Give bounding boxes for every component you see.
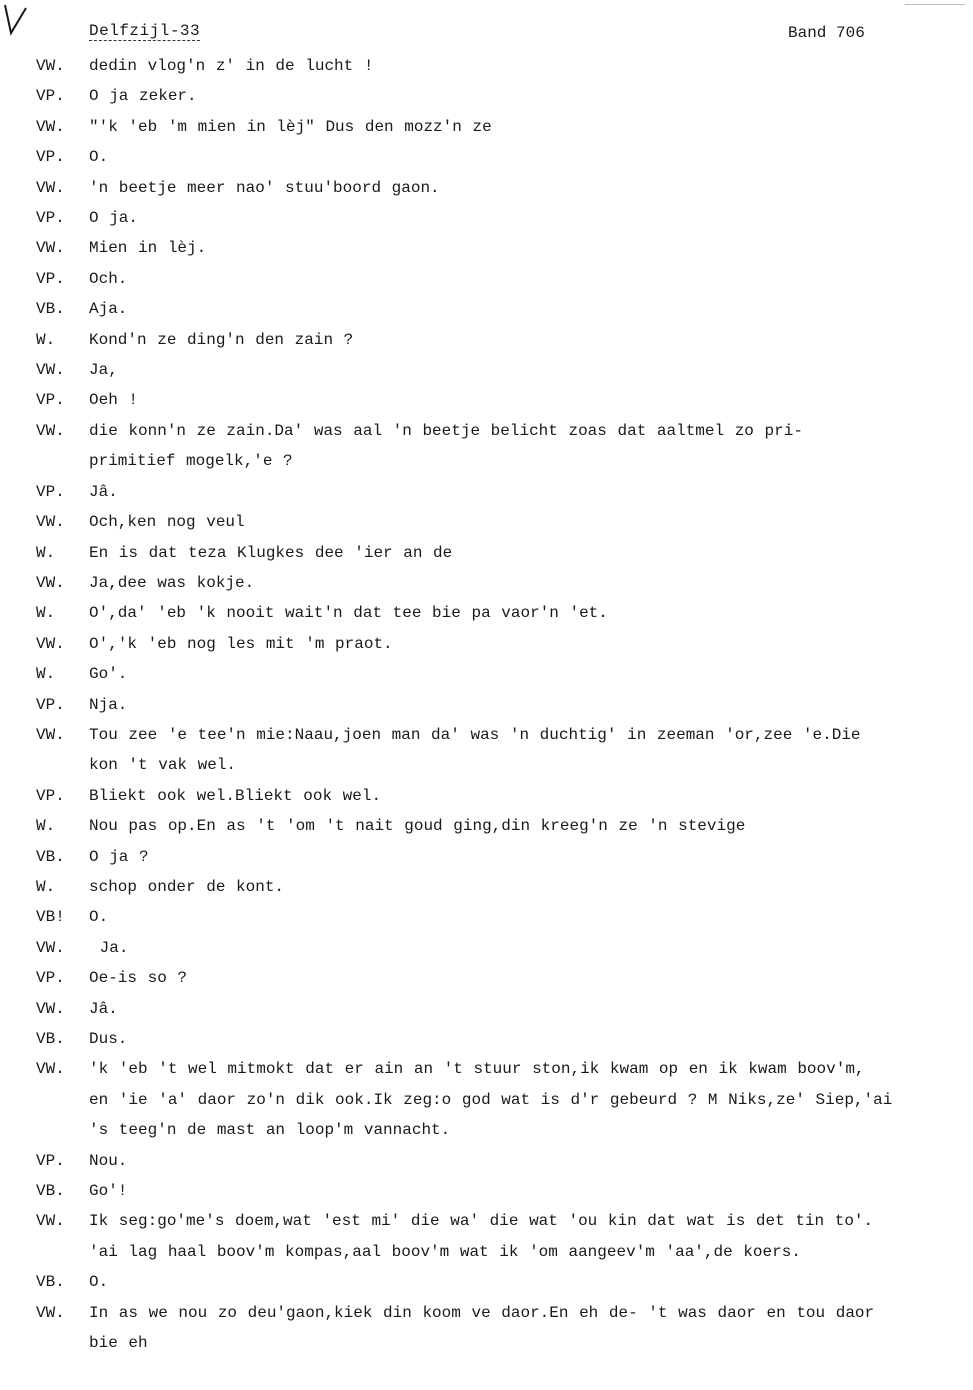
transcript-line — [0, 416, 973, 446]
speaker-label: VB. — [36, 1182, 65, 1201]
transcript-line — [0, 1115, 973, 1145]
utterance-text: Nja. — [89, 695, 128, 714]
speaker-label: VB. — [36, 847, 65, 866]
speaker-label: VW. — [36, 1303, 65, 1322]
transcript-line — [0, 781, 973, 811]
transcript-line — [0, 1328, 973, 1358]
speaker-label: W. — [36, 665, 56, 684]
utterance-text: Ja,dee was kokje. — [89, 573, 255, 592]
utterance-text: Aja. — [89, 300, 128, 319]
speaker-label: VW. — [36, 117, 65, 136]
transcript-line — [0, 203, 973, 233]
transcript-line — [0, 994, 973, 1024]
transcript-line — [0, 720, 973, 750]
transcript-line — [0, 1176, 973, 1206]
utterance-text: Go'. — [89, 665, 128, 684]
utterance-text: Och,ken nog veul — [89, 513, 245, 532]
utterance-text: Jâ. — [89, 482, 118, 501]
speaker-label: VB! — [36, 908, 65, 927]
speaker-label: VP. — [36, 786, 65, 805]
speaker-label: VW. — [36, 421, 65, 440]
transcript-line — [0, 81, 973, 111]
speaker-label: VB. — [36, 1273, 65, 1292]
utterance-text: O. — [89, 1273, 109, 1292]
speaker-label: VP. — [36, 148, 65, 167]
utterance-text: Tou zee 'e tee'n mie:Naau,joen man da' was 'n duchtig' in zeeman 'or,zee 'e.Die — [89, 725, 861, 744]
utterance-text: 's teeg'n de mast an loop'm vannacht. — [89, 1121, 451, 1140]
speaker-label: VW. — [36, 725, 65, 744]
transcript-line — [0, 355, 973, 385]
utterance-text: kon 't vak wel. — [89, 756, 237, 775]
speaker-label — [0, 446, 89, 476]
utterance-text: Mien in lèj. — [89, 239, 207, 258]
utterance-text: "'k 'eb 'm mien in lèj" Dus den mozz'n ze — [89, 117, 492, 136]
transcript-line — [0, 1146, 973, 1176]
speaker-label: VP. — [36, 1151, 65, 1170]
transcript-line — [0, 385, 973, 415]
speaker-label: VP. — [36, 87, 65, 106]
utterance-text: Nou. — [89, 1151, 128, 1170]
utterance-text: dedin vlog'n z' in de lucht ! — [89, 57, 374, 75]
speaker-label — [0, 750, 89, 780]
transcript-line — [0, 598, 973, 628]
speaker-label: VW. — [36, 1212, 65, 1231]
transcript-line — [0, 325, 973, 355]
transcript-line — [0, 842, 973, 872]
speaker-label: VP. — [36, 695, 65, 714]
transcript-line — [0, 233, 973, 263]
page-title — [89, 22, 200, 40]
utterance-text: Bliekt ook wel.Bliekt ook wel. — [89, 786, 382, 805]
utterance-text: 'k 'eb 't wel mitmokt dat er ain an 't stuur ston,ik kwam op en ik kwam boov'm, — [89, 1060, 865, 1079]
transcript-line — [0, 1206, 973, 1236]
speaker-label: VW. — [36, 573, 65, 592]
speaker-label: VP. — [36, 969, 65, 988]
speaker-label: VB. — [36, 300, 65, 319]
utterance-text: In as we nou zo deu'gaon,kiek din koom ve daor.En eh de- 't was daor en tou daor — [89, 1303, 875, 1322]
transcript-line — [0, 902, 973, 932]
transcript-line — [0, 51, 973, 81]
transcript-line — [0, 142, 973, 172]
utterance-text: die konn'n ze zain.Da' was aal 'n beetje belicht zoas dat aaltmel zo pri- — [89, 421, 803, 440]
speaker-label: VB. — [36, 1030, 65, 1048]
speaker-label: W. — [36, 817, 56, 836]
utterance-text: schop onder de kont. — [89, 877, 285, 896]
utterance-text: Oeh ! — [89, 391, 139, 410]
transcript-line — [0, 933, 973, 963]
transcript-line — [0, 1024, 973, 1054]
utterance-text: O','k 'eb nog les mit 'm praot. — [89, 634, 393, 653]
speaker-label: W. — [36, 543, 56, 562]
speaker-label: VP. — [36, 391, 65, 410]
transcript-lines — [0, 51, 973, 1358]
utterance-text: O',da' 'eb 'k nooit wait'n dat tee bie pa vaor'n 'et. — [89, 604, 608, 623]
transcript-line — [0, 1054, 973, 1084]
speaker-label: VP. — [36, 269, 65, 288]
speaker-label — [0, 1085, 89, 1115]
speaker-label: W. — [36, 604, 56, 623]
speaker-label: VP. — [36, 209, 65, 228]
speaker-label: VP. — [36, 482, 65, 501]
utterance-text: Ja. — [89, 938, 129, 957]
transcript-line — [0, 173, 973, 203]
transcript-line — [0, 811, 973, 841]
transcript-line — [0, 1267, 973, 1297]
corner-slash-mark — [2, 2, 28, 36]
transcript-line — [0, 963, 973, 993]
transcript-line — [0, 1085, 973, 1115]
transcript-line — [0, 690, 973, 720]
utterance-text: En is dat teza Klugkes dee 'ier an de — [89, 543, 453, 562]
speaker-label: VW. — [36, 361, 65, 380]
title-text: Delfzijl-33 — [89, 22, 201, 40]
speaker-label: W. — [36, 330, 56, 349]
speaker-label — [0, 1328, 89, 1358]
utterance-text: 'ai lag haal boov'm kompas,aal boov'm wat ik 'om aangeev'm 'aa',de koers. — [89, 1242, 801, 1261]
transcript-line — [0, 1237, 973, 1267]
utterance-text: bie eh — [89, 1334, 148, 1353]
utterance-text: primitief mogelk,'e ? — [89, 452, 293, 471]
utterance-text: Nou pas op.En as 't 'om 't nait goud ging,din kreeg'n ze 'n stevige — [89, 817, 746, 836]
utterance-text: O. — [89, 908, 109, 927]
speaker-label: W. — [36, 877, 56, 896]
speaker-label: VW. — [36, 634, 65, 653]
utterance-text: O ja ? — [89, 847, 149, 866]
utterance-text: Och. — [89, 269, 128, 288]
transcript-line — [0, 568, 973, 598]
utterance-text: Jâ. — [89, 999, 118, 1018]
speaker-label — [0, 1115, 89, 1145]
transcript-line — [0, 446, 973, 476]
speaker-label — [0, 1237, 89, 1267]
transcript-line — [0, 538, 973, 568]
utterance-text: Ja, — [89, 361, 118, 380]
speaker-label: VW. — [36, 999, 65, 1018]
speaker-label: VW. — [36, 513, 65, 532]
utterance-text: Dus. — [89, 1030, 128, 1048]
utterance-text: Ik seg:go'me's doem,wat 'est mi' die wa' die wat 'ou kin dat wat is det tin to'. — [89, 1212, 874, 1231]
top-rule — [905, 4, 965, 5]
transcript-line — [0, 264, 973, 294]
utterance-text: O ja zeker. — [89, 87, 197, 106]
transcript-line — [0, 872, 973, 902]
transcript-line — [0, 1298, 973, 1328]
transcript-line — [0, 112, 973, 142]
transcript-line — [0, 477, 973, 507]
utterance-text: O ja. — [89, 209, 139, 228]
utterance-text: 'n beetje meer nao' stuu'boord gaon. — [89, 178, 440, 197]
speaker-label: VW. — [36, 239, 65, 258]
transcript-line — [0, 629, 973, 659]
transcript-line — [0, 659, 973, 689]
band-number: Band 706 — [788, 24, 865, 42]
speaker-label: VW. — [36, 57, 65, 75]
utterance-text: Oe-is so ? — [89, 969, 188, 988]
transcript-line — [0, 750, 973, 780]
utterance-text: en 'ie 'a' daor zo'n dik ook.Ik zeg:o god wat is d'r gebeurd ? M Niks,ze' Siep,'ai — [89, 1090, 893, 1109]
utterance-text: Kond'n ze ding'n den zain ? — [89, 330, 354, 349]
speaker-label: VW. — [36, 938, 65, 957]
utterance-text: O. — [89, 148, 109, 167]
utterance-text: Go'! — [89, 1182, 128, 1201]
speaker-label: VW. — [36, 1060, 65, 1079]
transcript-line — [0, 294, 973, 324]
speaker-label: VW. — [36, 178, 65, 197]
transcript-line — [0, 507, 973, 537]
